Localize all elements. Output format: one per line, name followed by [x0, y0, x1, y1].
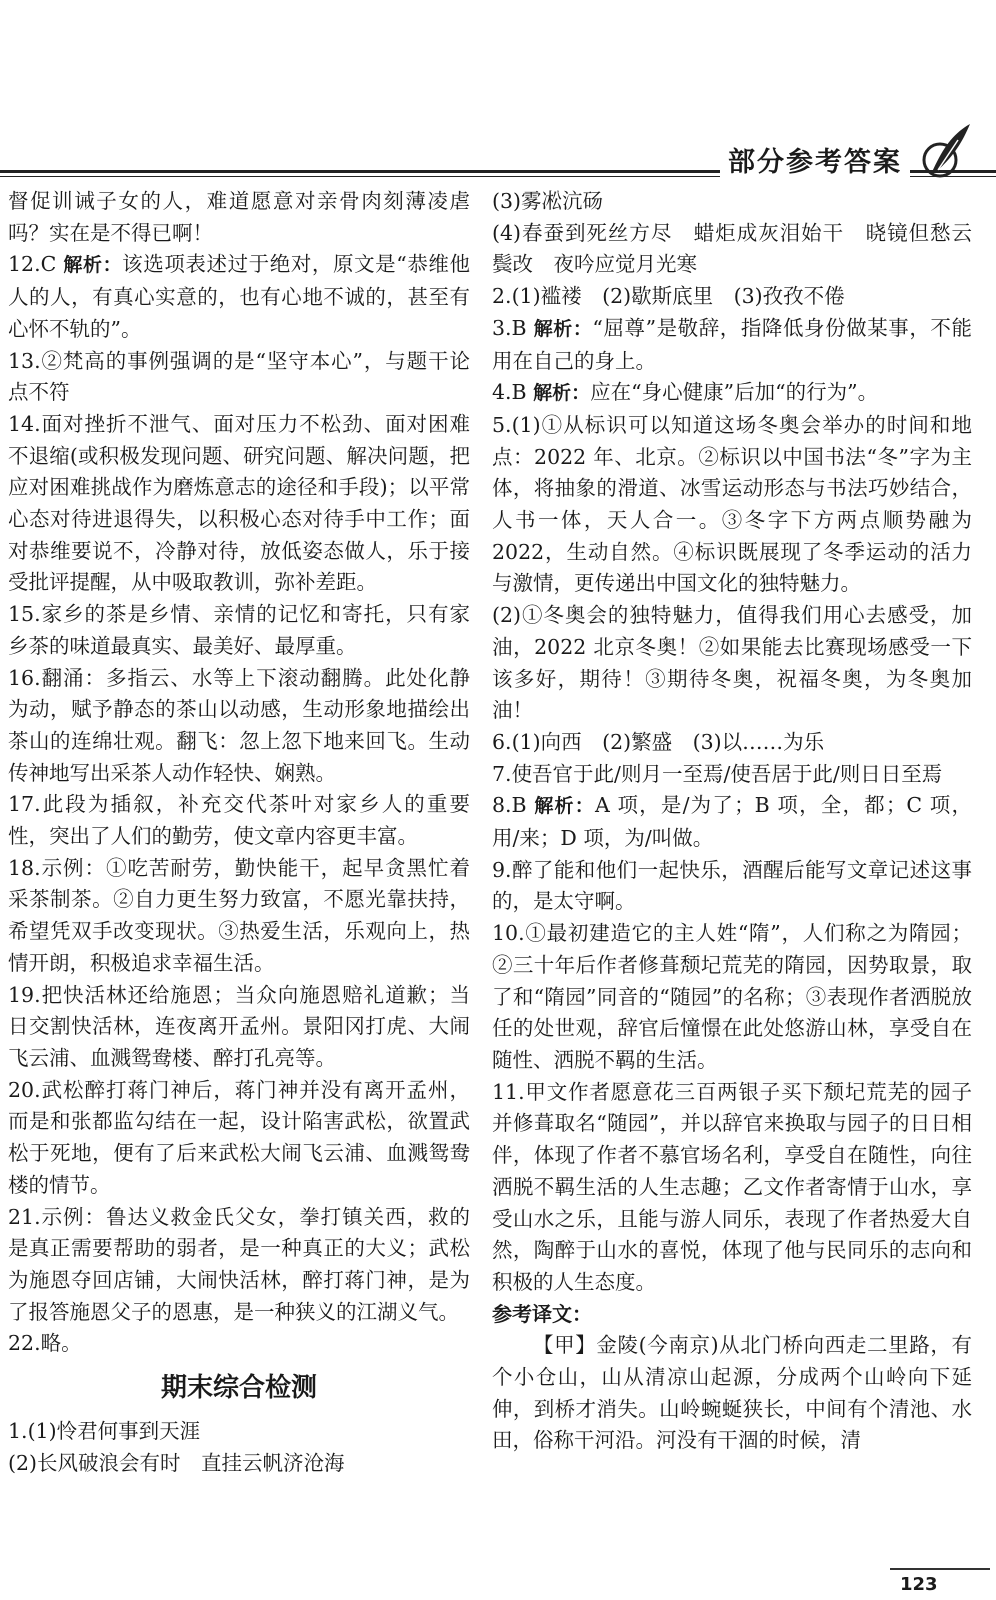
answer-number: 21.: [8, 1204, 41, 1229]
answer-text: (1)向西 (2)繁盛 (3)以……为乐: [511, 729, 825, 754]
answer-item: [492, 410, 972, 600]
answer-item: [8, 409, 470, 599]
left-column: [8, 186, 470, 1479]
answer-item: [8, 1448, 470, 1480]
answer-text: 应在“身心健康”后加“的行为”。: [590, 380, 879, 405]
answer-text: 督促训诫子女的人，难道愿意对亲骨肉刻薄凌虐吗？实在是不得已啊！: [8, 189, 470, 245]
answer-text: (1)①从标识可以知道这场冬奥会举办的时间和地点：2022 年、北京。②标识以中国书法“冬”字为主体，将抽象的滑道、冰雪运动形态与书法巧妙结合，人书一体，天人合一。③冬字下方两点顺势融为 2022，生动自然。④标识既展现了冬季运动的活力与激情，更传递出中国文化的独特魅力。: [492, 412, 972, 596]
answer-number: 2.: [492, 284, 512, 309]
answer-number: 6.: [492, 729, 512, 754]
reference-translation-title: 参考译文：: [492, 1301, 592, 1326]
answer-item: [8, 1416, 470, 1448]
answer-text: 把快活林还给施恩；当众向施恩赔礼道歉；当日交割快活林，连夜离开孟州。景阳冈打虎、大闹飞云浦、血溅鸳鸯楼、醉打孔亮等。: [8, 982, 470, 1070]
answer-item: [8, 789, 470, 852]
right-column: [492, 186, 972, 1457]
answer-number: 18.: [8, 855, 41, 880]
answer-item: [8, 346, 470, 409]
answer-number: 16.: [8, 665, 41, 690]
answer-item: [492, 790, 972, 854]
answer-text: 示例：①吃苦耐劳，勤快能干，起早贪黑忙着采茶制茶。②自力更生努力致富，不愿光靠扶持，希望凭双手改变现状。③热爱生活，乐观向上，热情开朗，积极追求幸福生活。: [8, 855, 470, 975]
answer-number: 4.B: [492, 380, 527, 405]
page-number: 123: [900, 1574, 938, 1595]
section-title: 期末综合检测: [160, 1373, 317, 1404]
answer-item: [492, 855, 972, 918]
answer-text: 该选项表述过于绝对，原文是“恭维他人的人，有真心实意的，也有心地不诚的，甚至有心怀不轨的”。: [8, 252, 470, 341]
answer-item: [492, 918, 972, 1077]
answer-text: 家乡的茶是乡情、亲情的记忆和寄托，只有家乡茶的味道最真实、最美好、最厚重。: [8, 602, 470, 658]
answer-item: [8, 599, 470, 662]
reference-translation-text: 【甲】金陵(今南京)从北门桥向西走二里路，有个小仓山，山从清凉山起源，分成两个山岭向下延伸，到桥才消失。山岭蜿蜒狭长，中间有个清池、水田，俗称干河沿。河没有干涸的时候，清: [492, 1333, 972, 1453]
answer-number: 7.: [492, 761, 512, 786]
page-number-rule: [890, 1568, 990, 1570]
answer-text: ①最初建造它的主人姓“隋”，人们称之为隋园；②三十年后作者修葺颓圮荒芜的隋园，因势取景，取了和“隋园”同音的“随园”的名称；③表现作者洒脱放任的处世观，辞官后憧憬在此处悠游山林，享受自在随性、洒脱不羁的生活。: [492, 921, 972, 1072]
answer-text: 甲文作者愿意花三百两银子买下颓圮荒芜的园子并修葺取名“随园”，并以辞官来换取与园子的日日相伴，体现了作者不慕官场名利，享受自在随性，向往洒脱不羁生活的人生志趣；乙文作者寄情于山水，享受山水之乐，且能与游人同乐，表现了作者热爱大自然，陶醉于山水的喜悦，体现了他与民同乐的志向和积极的人生态度。: [492, 1079, 972, 1294]
answer-item: [492, 600, 972, 727]
answer-number: 12.C: [8, 252, 57, 277]
answer-item: [8, 249, 470, 345]
answer-number: 19.: [8, 982, 41, 1007]
answer-text: 此段为插叙，补充交代茶叶对家乡人的重要性，突出了人们的勤劳，使文章内容更丰富。: [8, 792, 470, 849]
answer-item: [492, 727, 972, 759]
page-header: [0, 0, 996, 185]
answer-text: (1)怜君何事到天涯: [27, 1419, 201, 1444]
analysis-label: 解析：: [534, 795, 595, 818]
answer-text: (3)雾凇沆砀: [492, 189, 604, 213]
answer-item: [492, 218, 972, 281]
answer-item: [8, 853, 470, 980]
answer-item: [8, 186, 470, 249]
quill-pen-icon: [918, 120, 978, 180]
answer-text: 示例：鲁达义救金氏父女，拳打镇关西，救的是真正需要帮助的弱者，是一种真正的大义；武松为施恩夺回店铺，大闹快活林，醉打蒋门神，是为了报答施恩父子的恩惠，是一种狭义的江湖义气。: [8, 1204, 470, 1324]
answer-text: (4)春蚕到死丝方尽 蜡炬成灰泪始干 晓镜但愁云鬓改 夜吟应觉月光寒: [492, 220, 972, 277]
answer-number: 17.: [8, 792, 41, 817]
answer-number: 14.: [8, 411, 41, 436]
answer-text: 使吾官于此/则月一至焉/使吾居于此/则日日至焉: [511, 761, 943, 786]
answer-number: 13.②: [8, 348, 63, 373]
answer-item: [8, 1202, 470, 1329]
answer-text: 面对挫折不泄气、面对压力不松劲、面对困难不退缩(或积极发现问题、研究问题、解决问题，把应对困难挑战作为磨炼意志的途径和手段)；以平常心态对待进退得失，以积极心态对待手中工作；面对恭维要说不，冷静对待，放低姿态做人，乐于接受批评提醒，从中吸取教训，弥补差距。: [8, 411, 470, 595]
answer-text: “屈尊”是敬辞，指降低身份做某事，不能用在自己的身上。: [492, 315, 972, 373]
answer-text: 武松醉打蒋门神后，蒋门神并没有离开孟州，而是和张都监勾结在一起，设计陷害武松，欲置武松于死地，便有了后来武松大闹飞云浦、血溅鸳鸯楼的情节。: [8, 1077, 470, 1197]
answer-number: 5.: [492, 412, 512, 437]
answer-item: [8, 980, 470, 1075]
answer-text: (2)①冬奥会的独特魅力，值得我们用心去感受，加油，2022 北京冬奥！②如果能去比赛现场感受一下该多好，期待！③期待冬奥，祝福冬奥，为冬奥加油！: [492, 603, 972, 723]
answer-item: [492, 281, 972, 313]
answer-text: 梵高的事例强调的是“坚守本心”，与题干论点不符: [8, 348, 470, 405]
answer-item: [492, 313, 972, 377]
answer-text: 翻涌：多指云、水等上下滚动翻腾。此处化静为动，赋予静态的茶山以动感，生动形象地描绘出茶山的连绵壮观。翻飞：忽上忽下地来回飞。生动传神地写出采茶人动作轻快、娴熟。: [8, 665, 470, 785]
answer-number: 3.B: [492, 315, 527, 340]
answer-number: 22.: [8, 1331, 41, 1356]
answer-number: 9.: [492, 857, 512, 882]
header-title: 部分参考答案: [720, 140, 910, 179]
answer-text: (1)褴褛 (2)歇斯底里 (3)孜孜不倦: [511, 284, 845, 309]
analysis-label: 解析：: [533, 382, 591, 405]
answer-item: [8, 1075, 470, 1202]
answer-item: [492, 759, 972, 791]
answer-text: 醉了能和他们一起快乐，酒醒后能写文章记述这事的，是太守啊。: [492, 857, 972, 914]
answer-text: A 项，是/为了；B 项，全，都；C 项，用/来；D 项，为/叫做。: [492, 793, 972, 851]
analysis-label: 解析：: [533, 317, 593, 340]
answer-number: 10.: [492, 921, 525, 946]
answer-number: 15.: [8, 602, 41, 627]
answer-number: 20.: [8, 1077, 41, 1102]
answer-item: [8, 1328, 470, 1360]
answer-item: [492, 1077, 972, 1299]
answer-item: [492, 377, 972, 410]
answer-item: [8, 663, 470, 790]
answer-number: 1.: [8, 1419, 28, 1444]
answer-text: (2)长风破浪会有时 直挂云帆济沧海: [8, 1450, 345, 1475]
analysis-label: 解析：: [63, 254, 123, 277]
answer-number: 8.B: [492, 793, 527, 818]
answer-number: 11.: [492, 1079, 525, 1104]
answer-item: [492, 186, 972, 218]
answer-text: 略。: [40, 1331, 82, 1356]
